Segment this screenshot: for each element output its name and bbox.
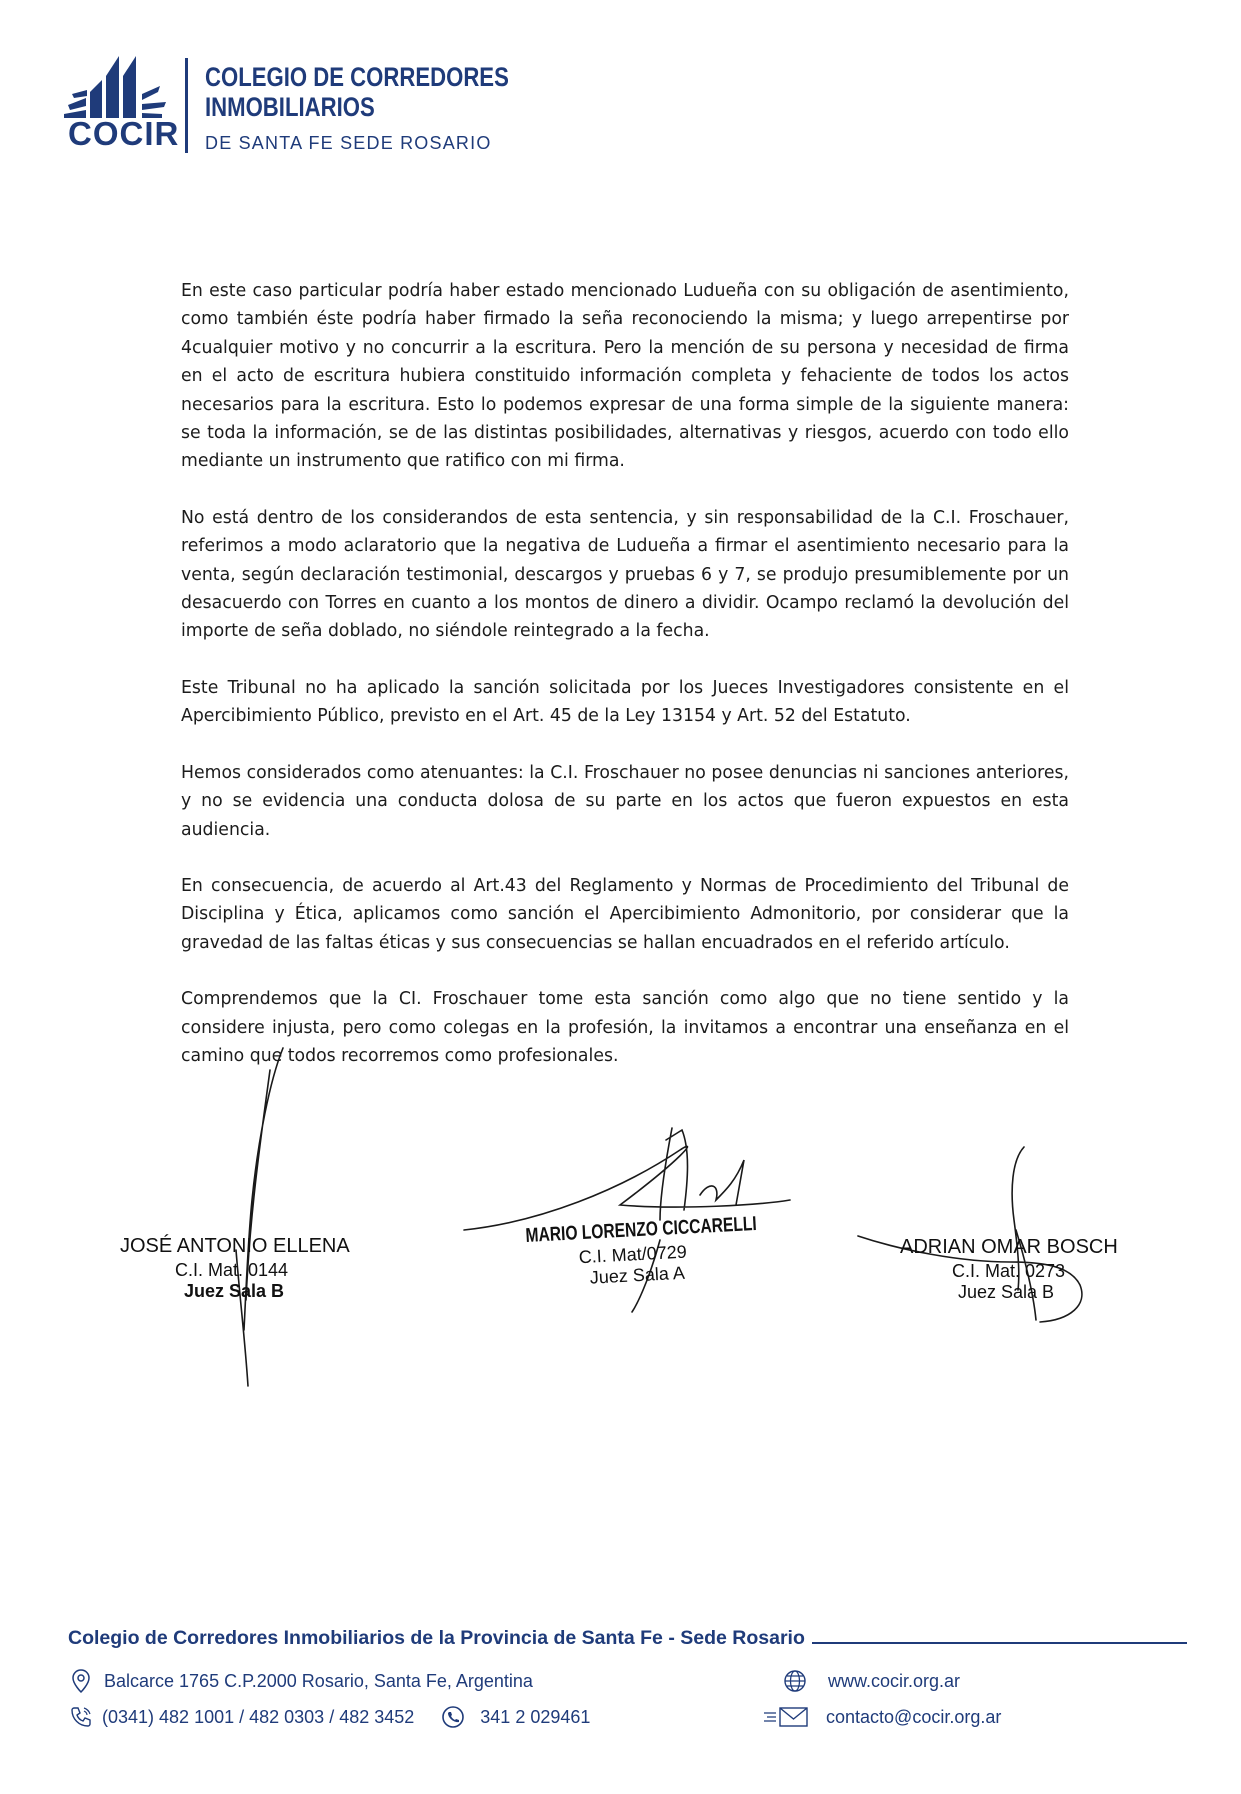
paragraph: En este caso particular podría haber estado mencionado Ludueña con su obligación de asentimiento, como también éste podría haber firmado la seña reconociendo la misma; y luego arrepentirse por 4cualquier motivo y no concurrir a la escritura. Pero la mención de su persona y necesidad de firma en el acto de escritura hubiera constituido información completa y fehaciente de todos los actos necesarios para la escritura. Esto lo podemos expresar de una forma simple de la siguiente manera: se toda la información, se de las distintas posibilidades, alternativas y riesgos, acuerdo con todo ello mediante un instrumento que ratifico con mi firma. — [181, 280, 1069, 472]
signer-role: Juez Sala B — [184, 1281, 285, 1301]
signature-ellena — [236, 1048, 283, 1386]
document-body — [181, 277, 1069, 1098]
signature-block-ciccarelli — [525, 1209, 825, 1291]
phones-text: (0341) 482 1001 / 482 0303 / 482 3452 — [102, 1706, 415, 1727]
header-subtitle: DE SANTA FE SEDE ROSARIO — [205, 133, 492, 153]
whatsapp-icon — [440, 1704, 466, 1730]
logo-wordmark: COCIR — [68, 115, 180, 152]
footer-website[interactable] — [782, 1668, 960, 1694]
footer-title: Colegio de Corredores Inmobiliarios de la Provincia de Santa Fe - Sede Rosario — [68, 1627, 805, 1649]
globe-icon — [782, 1668, 808, 1694]
footer-email[interactable] — [762, 1704, 1001, 1730]
signature-block-ellena — [120, 1235, 350, 1302]
paragraph: En consecuencia, de acuerdo al Art.43 del Reglamento y Normas de Procedimiento del Tribunal de Disciplina y Ética, aplicamos como sanción el Apercibimiento Admonitorio, por considerar que la gravedad de las faltas éticas y sus consecuencias se hallan encuadrados en el referido artículo. — [181, 874, 1069, 953]
paragraph: Este Tribunal no ha aplicado la sanción solicitada por los Jueces Investigadores consistente en el Apercibimiento Público, previsto en el Art. 45 de la Ley 13154 y Art. 52 del Estatuto. — [181, 676, 1069, 727]
paragraph: No está dentro de los considerandos de esta sentencia, y sin responsabilidad de la C.I. Froschauer, referimos a modo aclaratorio que la negativa de Ludueña a firmar el asentimiento necesario para la venta, según declaración testimonial, descargos y pruebas 6 y 7, se produjo presumiblemente por un desacuerdo con Torres en cuanto a los montos de dinero a dividir. Ocampo reclamó la devolución del importe de seña doblado, no siéndole reintegrado a la fecha. — [181, 506, 1069, 642]
email-link[interactable]: contacto@cocir.org.ar — [826, 1706, 1002, 1727]
phone-icon — [68, 1704, 94, 1730]
header-title-line1: COLEGIO DE CORREDORES — [205, 62, 509, 92]
signer-license: C.I. Mat. 0273 — [952, 1261, 1066, 1281]
signer-role: Juez Sala A — [589, 1262, 686, 1288]
signer-license: C.I. Mat/0729 — [578, 1241, 688, 1268]
footer-address — [68, 1668, 533, 1694]
whatsapp-text: 341 2 029461 — [480, 1706, 591, 1727]
address-text: Balcarce 1765 C.P.2000 Rosario, Santa Fe, Argentina — [104, 1670, 533, 1691]
email-icon — [762, 1704, 810, 1730]
paragraph: Hemos considerados como atenuantes: la C.I. Froschauer no posee denuncias ni sanciones anteriores, y no se evidencia una conducta dolosa de su parte en los actos que fueron expuestos en esta audiencia. — [181, 761, 1069, 840]
signer-name: ADRIAN OMAR BOSCH — [900, 1236, 1118, 1258]
paragraph: Comprendemos que la CI. Froschauer tome esta sanción como algo que no tiene sentido y la considere injusta, pero como colegas en la profesión, la invitamos a encontrar una enseñanza en el camino que todos recorremos como profesionales. — [181, 988, 1069, 1066]
footer-rule — [812, 1642, 1187, 1644]
signer-name: MARIO LORENZO CICCARELLI — [525, 1212, 758, 1247]
footer-phones — [68, 1704, 590, 1730]
website-link[interactable]: www.cocir.org.ar — [828, 1670, 961, 1691]
header-title-line2: INMOBILIARIOS — [205, 92, 375, 122]
signature-block-bosch — [900, 1236, 1118, 1303]
signer-role: Juez Sala B — [958, 1282, 1055, 1302]
location-pin-icon — [68, 1668, 94, 1694]
signer-name: JOSÉ ANTONIO ELLENA — [120, 1235, 350, 1257]
header-divider — [185, 58, 188, 153]
signer-license: C.I. Mat. 0144 — [175, 1260, 289, 1280]
header-title — [205, 62, 509, 122]
